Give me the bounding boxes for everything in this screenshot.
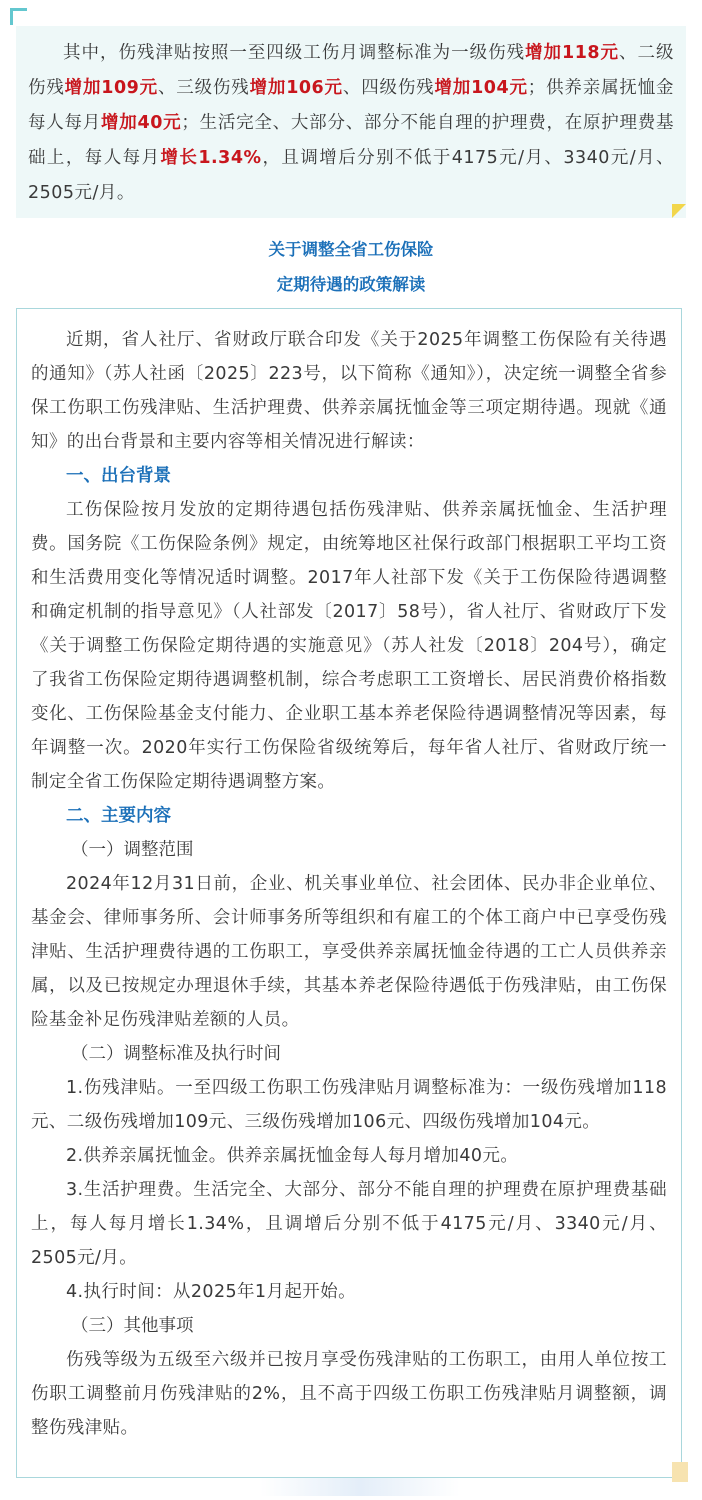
background-paragraph: 工伤保险按月发放的定期待遇包括伤残津贴、供养亲属抚恤金、生活护理费。国务院《工伤保险条例》规定，由统筹地区社保行政部门根据职工平均工资和生活费用变化等情况适时调整。2017年人社部下发《关于工伤保险待遇调整和确定机制的指导意见》（人社部发〔2017〕58号），省人社厅、省财政厅下发《关于调整工伤保险定期待遇的实施意见》（苏人社发〔2018〕204号），确定了我省工伤保险定期待遇调整机制，综合考虑职工工资增长、居民消费价格指数变化、工伤保险基金支付能力、企业职工基本养老保险待遇调整情况等因素，每年调整一次。2020年实行工伤保险省级统筹后，每年省人社厅、省财政厅统一制定全省工伤保险定期待遇调整方案。	[31, 500, 667, 792]
summary-text: 、三级伤残	[157, 78, 250, 98]
article-title-line2: 定期待遇的政策解读	[276, 275, 426, 294]
summary-text: ；供养亲属抚恤金每人每月	[28, 78, 675, 133]
section-heading-background: 一、出台背景	[66, 466, 171, 486]
nursing-fee-paragraph: 3.生活护理费。生活完全、大部分、部分不能自理的护理费在原护理费基础上，每人每月增长1.34%，且调增后分别不低于4175元/月、3340元/月、2505元/月。	[31, 1180, 667, 1268]
intro-paragraph: 近期，省人社厅、省财政厅联合印发《关于2025年调整工伤保险有关待遇的通知》（苏人社函〔2025〕223号，以下简称《通知》），决定统一调整全省参保工伤职工伤残津贴、生活护理费、供养亲属抚恤金等三项定期待遇。现就《通知》的出台背景和主要内容等相关情况进行解读：	[31, 330, 667, 452]
summary-box	[16, 26, 686, 218]
highlight-nursing: 增长1.34%	[160, 148, 262, 168]
summary-text: 、四级伤残	[342, 78, 435, 98]
subheading-standard: （二）调整标准及执行时间	[71, 1044, 281, 1064]
subheading-other: （三）其他事项	[71, 1316, 194, 1336]
corner-decoration-yellow	[672, 204, 686, 218]
highlight-pension: 增加40元	[101, 113, 182, 133]
highlight-level1: 增加118元	[525, 43, 620, 63]
other-matters-paragraph: 伤残等级为五级至六级并已按月享受伤残津贴的工伤职工，由用人单位按工伤职工调整前月伤残津贴的2%，且不高于四级工伤职工伤残津贴月调整额，调整伤残津贴。	[31, 1350, 667, 1438]
article-title-line1: 关于调整全省工伤保险	[268, 240, 434, 259]
scope-paragraph: 2024年12月31日前，企业、机关事业单位、社会团体、民办非企业单位、基金会、律师事务所、会计师事务所等组织和有雇工的个体工商户中已享受伤残津贴、生活护理费待遇的工伤职工，享受供养亲属抚恤金待遇的工亡人员供养亲属，以及已按规定办理退休手续，其基本养老保险待遇低于伤残津贴，由工伤保险基金补足伤残津贴差额的人员。	[31, 874, 667, 1030]
disability-allowance-paragraph: 1.伤残津贴。一至四级工伤职工伤残津贴月调整标准为：一级伤残增加118元、二级伤残增加109元、三级伤残增加106元、四级伤残增加104元。	[31, 1078, 667, 1132]
subheading-scope: （一）调整范围	[71, 840, 194, 860]
effective-date-paragraph: 4.执行时间：从2025年1月起开始。	[66, 1282, 356, 1302]
summary-text: 其中，伤残津贴按照一至四级工伤月调整标准为一级伤残	[63, 43, 526, 63]
pension-paragraph: 2.供养亲属抚恤金。供养亲属抚恤金每人每月增加40元。	[66, 1146, 519, 1166]
summary-text: ；生活完全、大部分、部分不能自理的护理费，在原护理费基础上，每人每月	[28, 113, 675, 168]
highlight-level3: 增加106元	[249, 78, 343, 98]
summary-text: 、二级伤残	[28, 43, 675, 98]
summary-paragraph	[28, 36, 674, 211]
corner-decoration-bottom-right	[672, 1462, 688, 1482]
watermark-blur	[260, 1478, 460, 1496]
highlight-level2: 增加109元	[64, 78, 158, 98]
highlight-level4: 增加104元	[434, 78, 528, 98]
section-heading-main-content: 二、主要内容	[66, 806, 171, 826]
corner-decoration-top-left	[10, 8, 27, 25]
content-box	[16, 308, 682, 1478]
summary-text: ，且调增后分别不低于4175元/月、3340元/月、2505元/月。	[28, 148, 674, 203]
